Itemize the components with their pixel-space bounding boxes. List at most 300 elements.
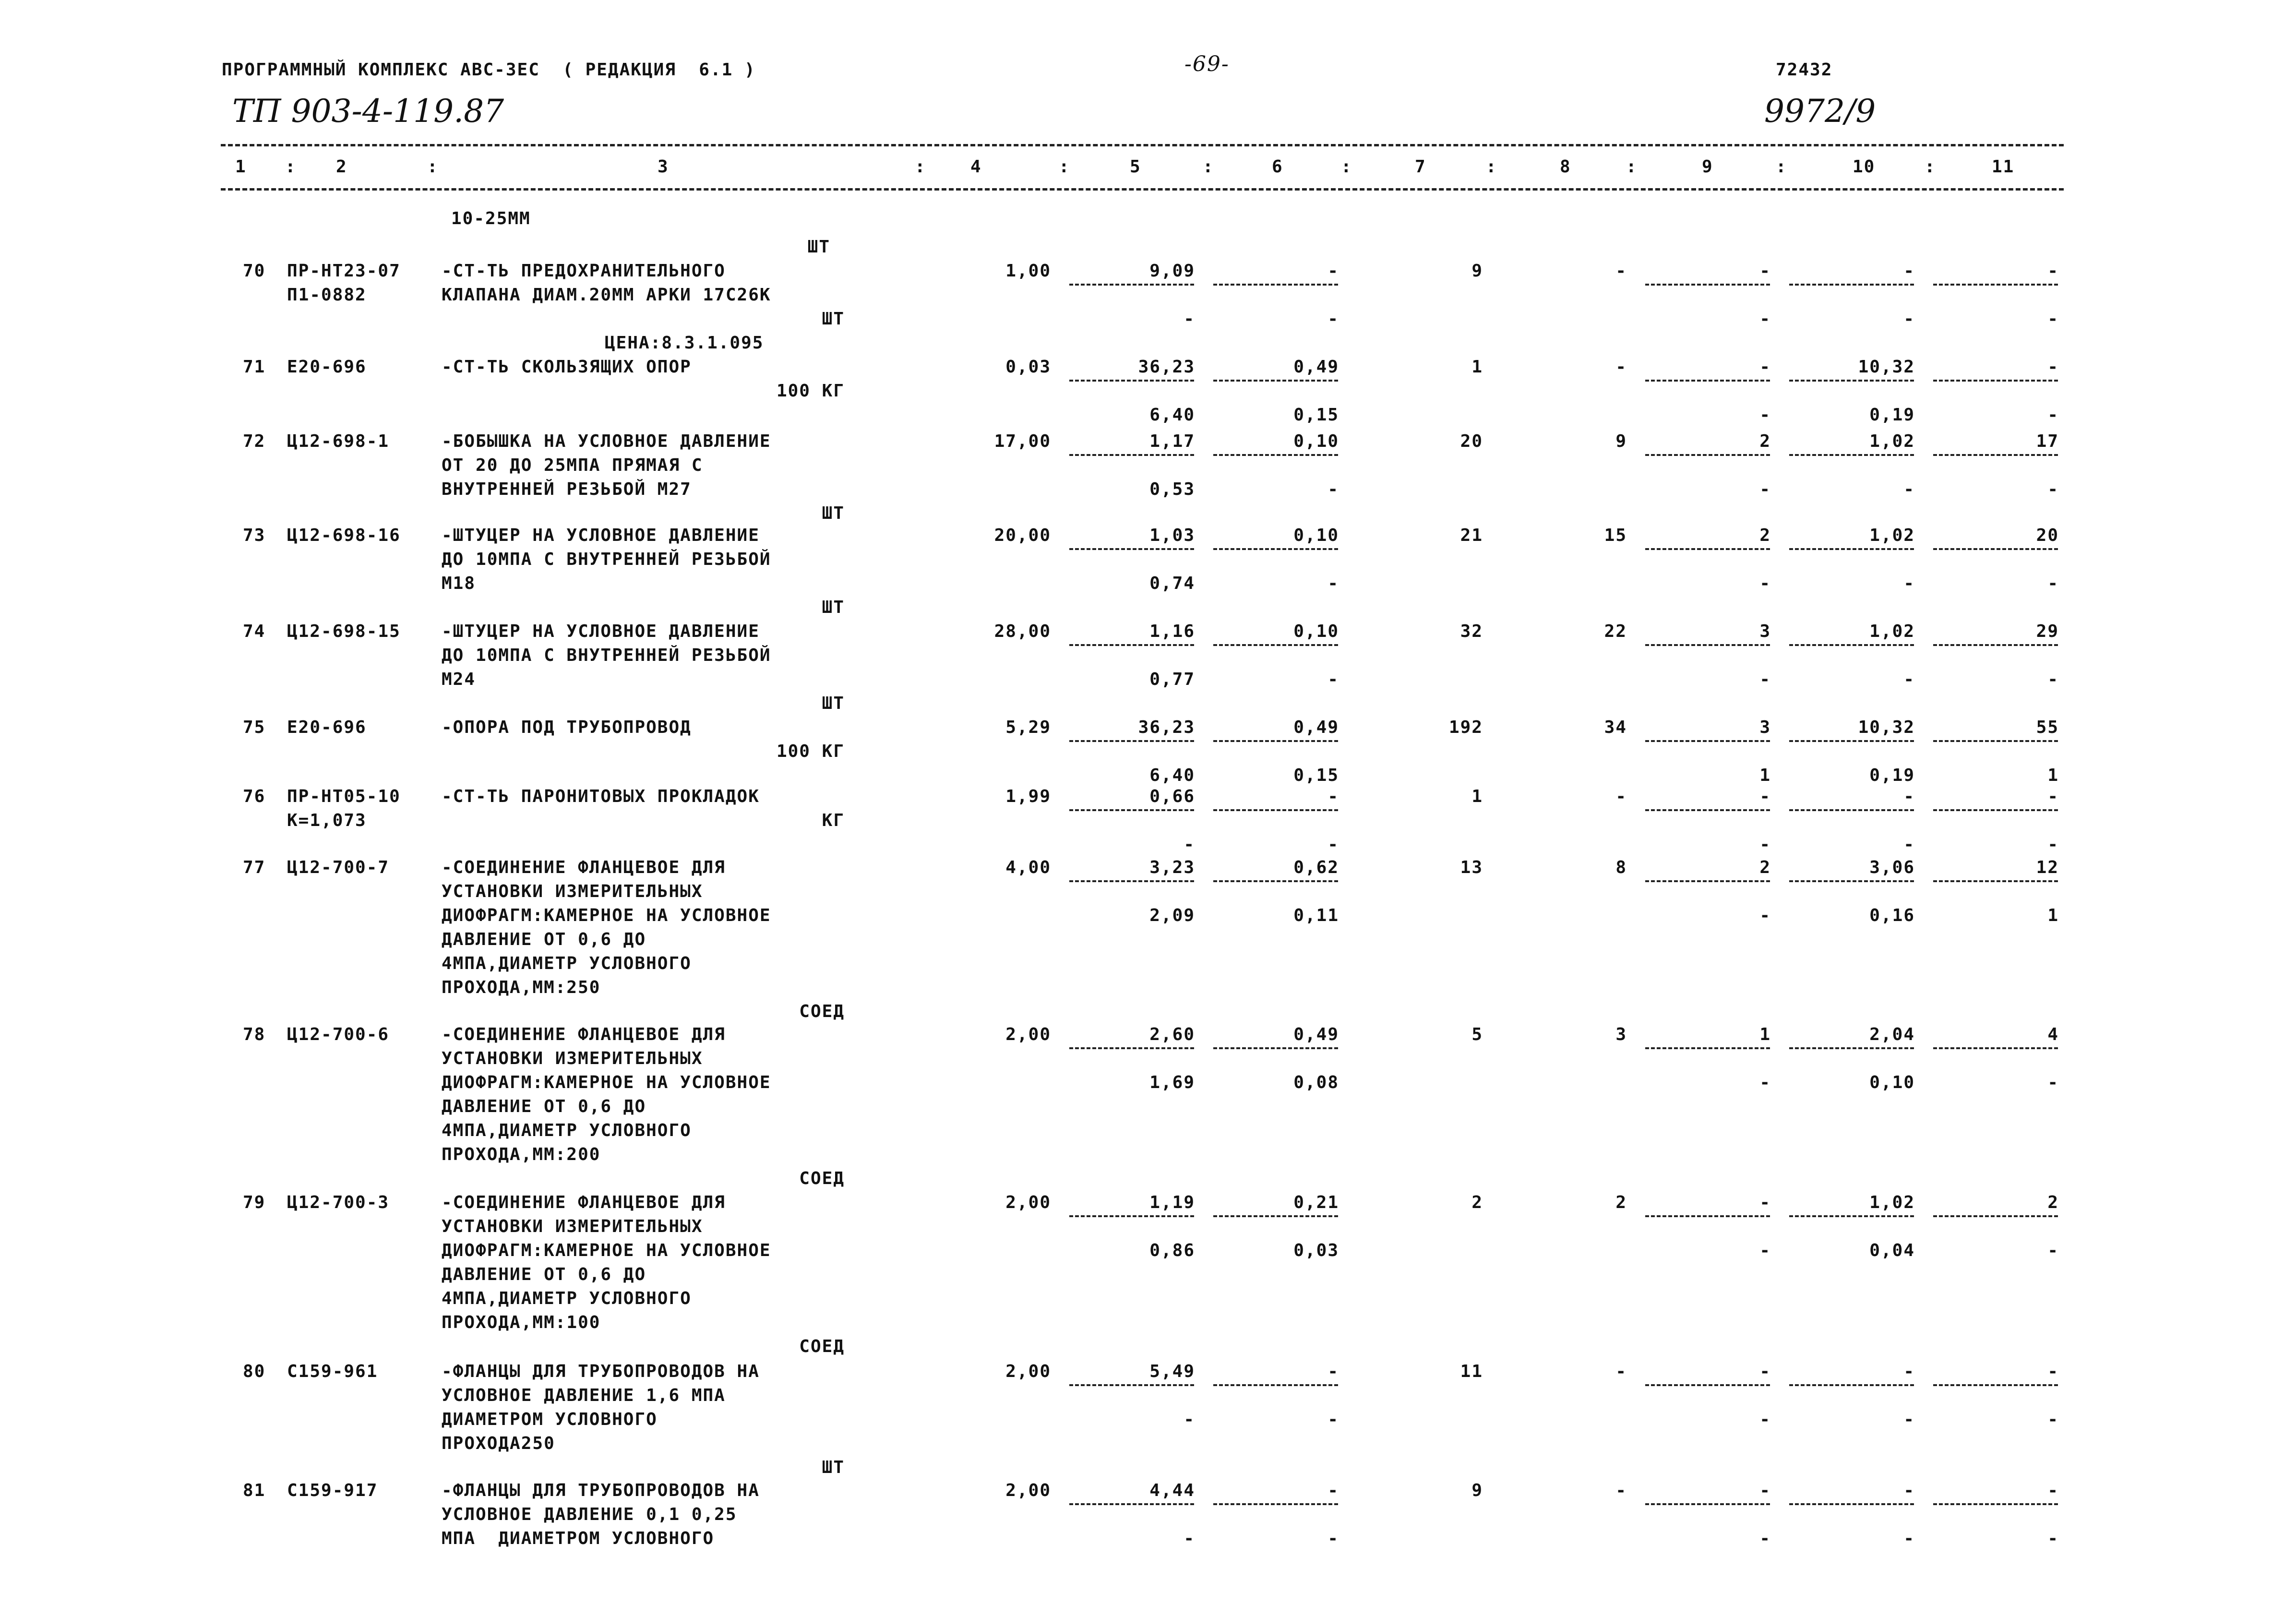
quantity: 4,00: [1005, 858, 1051, 877]
cell-c9-bottom: -: [1759, 574, 1771, 593]
item-description: УСЛОВНОЕ ДАВЛЕНИЕ 0,1 0,25: [442, 1505, 737, 1524]
cell-col-8: -: [1615, 787, 1627, 806]
cell-divider: [1069, 740, 1194, 742]
cell-col-7: 1: [1471, 357, 1483, 377]
cell-c9-bottom: -: [1759, 479, 1771, 499]
cell-divider: [1789, 284, 1914, 286]
column-separator: :: [1776, 157, 1787, 177]
header-rule-top: [221, 144, 2064, 146]
cell-divider: [1213, 1503, 1338, 1505]
cell-col-8: -: [1615, 261, 1627, 281]
cell-c11-bottom: -: [2047, 835, 2059, 854]
cell-c10-bottom: -: [1903, 574, 1915, 593]
cell-c5-bottom: 6,40: [1149, 405, 1195, 425]
cell-divider: [1933, 1384, 2058, 1386]
cell-c9-top: 2: [1759, 858, 1771, 877]
column-separator: :: [1059, 157, 1070, 177]
quantity: 2,00: [1005, 1362, 1051, 1381]
column-separator: :: [427, 157, 439, 177]
cell-c11-top: 29: [2036, 622, 2059, 641]
cell-divider: [1789, 880, 1914, 882]
item-description: 4МПА,ДИАМЕТР УСЛОВНОГО: [442, 1289, 692, 1308]
column-header-10: 10: [1853, 157, 1876, 177]
item-description: -СТ-ТЬ ПРЕДОХРАНИТЕЛЬНОГО: [442, 261, 726, 281]
cell-c9-top: -: [1759, 1362, 1771, 1381]
cell-divider: [1069, 1215, 1194, 1217]
cell-c10-top: 10,32: [1858, 357, 1915, 377]
item-description: 4МПА,ДИАМЕТР УСЛОВНОГО: [442, 954, 692, 973]
column-separator: :: [285, 157, 297, 177]
cell-c11-top: -: [2047, 357, 2059, 377]
cell-c6-top: -: [1327, 787, 1339, 806]
cell-divider: [1069, 809, 1194, 811]
cell-c5-top: 5,49: [1149, 1362, 1195, 1381]
header-rule-bottom: [221, 188, 2064, 191]
cell-c11-bottom: -: [2047, 670, 2059, 689]
item-description: -ШТУЦЕР НА УСЛОВНОЕ ДАВЛЕНИЕ: [442, 622, 760, 641]
continued-line: 10-25ММ: [451, 209, 531, 228]
cell-c5-top: 1,03: [1149, 526, 1195, 545]
cell-c6-bottom: 0,15: [1293, 405, 1339, 425]
cell-c6-top: 0,49: [1293, 357, 1339, 377]
rate-code: С159-917: [287, 1481, 378, 1500]
cell-c10-bottom: 0,10: [1869, 1073, 1915, 1092]
item-description: УСТАНОВКИ ИЗМЕРИТЕЛЬНЫХ: [442, 882, 703, 901]
row-number: 78: [243, 1025, 266, 1044]
cell-c5-top: 36,23: [1138, 718, 1195, 737]
unit-label: ШТ: [822, 694, 845, 713]
item-description: -СТ-ТЬ ПАРОНИТОВЫХ ПРОКЛАДОК: [442, 787, 760, 806]
cell-c6-top: 0,10: [1293, 622, 1339, 641]
cell-c11-top: -: [2047, 261, 2059, 281]
quantity: 0,03: [1005, 357, 1051, 377]
cell-col-7: 192: [1448, 718, 1483, 737]
cell-col-8: 15: [1604, 526, 1627, 545]
cell-divider: [1645, 1384, 1770, 1386]
cell-c9-bottom: -: [1759, 1241, 1771, 1260]
item-description: ДО 10МПА С ВНУТРЕННЕЙ РЕЗЬБОЙ: [442, 550, 771, 569]
cell-c6-bottom: 0,03: [1293, 1241, 1339, 1260]
cell-divider: [1069, 284, 1194, 286]
cell-c9-bottom: -: [1759, 1529, 1771, 1548]
cell-c5-bottom: 0,74: [1149, 574, 1195, 593]
cell-divider: [1213, 1384, 1338, 1386]
cell-c11-bottom: -: [2047, 1529, 2059, 1548]
cell-c11-bottom: -: [2047, 1073, 2059, 1092]
unit-label: ШТ: [822, 598, 845, 617]
cell-col-8: 22: [1604, 622, 1627, 641]
quantity: 20,00: [994, 526, 1051, 545]
quantity: 2,00: [1005, 1481, 1051, 1500]
cell-divider: [1645, 880, 1770, 882]
column-separator: :: [1203, 157, 1214, 177]
cell-c11-bottom: -: [2047, 1410, 2059, 1429]
rate-code: Е20-696: [287, 357, 367, 377]
cell-divider: [1069, 454, 1194, 456]
cell-col-8: 2: [1615, 1193, 1627, 1212]
unit-label: ШТ: [822, 1458, 845, 1477]
row-number: 72: [243, 431, 266, 451]
cell-c6-top: -: [1327, 1362, 1339, 1381]
cell-c9-bottom: -: [1759, 835, 1771, 854]
rate-code: П1-0882: [287, 285, 367, 305]
column-separator: :: [1341, 157, 1352, 177]
cell-divider: [1789, 380, 1914, 382]
cell-c5-top: 9,09: [1149, 261, 1195, 281]
row-number: 77: [243, 858, 266, 877]
cell-divider: [1933, 1215, 2058, 1217]
item-description: ДАВЛЕНИЕ ОТ 0,6 ДО: [442, 1097, 646, 1116]
cell-c5-bottom: 0,86: [1149, 1241, 1195, 1260]
cell-c10-bottom: -: [1903, 479, 1915, 499]
cell-divider: [1933, 284, 2058, 286]
document-number: 72432: [1776, 60, 1833, 80]
cell-divider: [1789, 1384, 1914, 1386]
cell-c9-top: -: [1759, 1481, 1771, 1500]
cell-divider: [1213, 454, 1338, 456]
item-description: ПРОХОДА,ММ:200: [442, 1145, 601, 1164]
cell-c11-top: -: [2047, 787, 2059, 806]
cell-divider: [1069, 1047, 1194, 1049]
cell-divider: [1645, 454, 1770, 456]
item-description: ПРОХОДА250: [442, 1434, 555, 1453]
cell-c6-top: 0,10: [1293, 526, 1339, 545]
cell-divider: [1789, 809, 1914, 811]
cell-divider: [1213, 380, 1338, 382]
item-description: -ОПОРА ПОД ТРУБОПРОВОД: [442, 718, 692, 737]
unit-label: СОЕД: [799, 1002, 845, 1021]
cell-c10-top: -: [1903, 787, 1915, 806]
cell-divider: [1645, 809, 1770, 811]
item-description: М24: [442, 670, 476, 689]
cell-c11-bottom: 1: [2047, 766, 2059, 785]
cell-c6-top: 0,49: [1293, 1025, 1339, 1044]
cell-c5-bottom: 0,77: [1149, 670, 1195, 689]
cell-c5-bottom: 6,40: [1149, 766, 1195, 785]
cell-c10-top: -: [1903, 1362, 1915, 1381]
cell-divider: [1933, 454, 2058, 456]
quantity: 28,00: [994, 622, 1051, 641]
cell-c10-bottom: 0,16: [1869, 906, 1915, 925]
cell-c10-top: 10,32: [1858, 718, 1915, 737]
cell-c6-bottom: -: [1327, 1529, 1339, 1548]
column-header-9: 9: [1702, 157, 1713, 177]
column-header-1: 1: [235, 157, 247, 177]
cell-divider: [1069, 1384, 1194, 1386]
cell-c6-top: 0,21: [1293, 1193, 1339, 1212]
cell-c9-top: 2: [1759, 431, 1771, 451]
cell-c11-top: 12: [2036, 858, 2059, 877]
cell-c10-top: 1,02: [1869, 526, 1915, 545]
cell-c9-top: 3: [1759, 622, 1771, 641]
cell-divider: [1933, 809, 2058, 811]
row-number: 71: [243, 357, 266, 377]
cell-c6-top: -: [1327, 1481, 1339, 1500]
cell-c10-top: -: [1903, 261, 1915, 281]
cell-c11-top: 2: [2047, 1193, 2059, 1212]
column-header-4: 4: [970, 157, 982, 177]
cell-col-8: 9: [1615, 431, 1627, 451]
cell-c9-top: -: [1759, 261, 1771, 281]
cell-c6-bottom: 0,11: [1293, 906, 1339, 925]
sheet-number: 9972/9: [1764, 93, 1876, 130]
unit-label: ШТ: [822, 309, 845, 329]
cell-c5-top: 36,23: [1138, 357, 1195, 377]
cell-col-7: 1: [1471, 787, 1483, 806]
item-description: М18: [442, 574, 476, 593]
cell-c9-top: -: [1759, 787, 1771, 806]
cell-divider: [1213, 1047, 1338, 1049]
cell-c11-bottom: -: [2047, 405, 2059, 425]
cell-divider: [1789, 644, 1914, 646]
cell-c5-top: 3,23: [1149, 858, 1195, 877]
cell-col-8: 8: [1615, 858, 1627, 877]
cell-divider: [1645, 284, 1770, 286]
item-description: ДАВЛЕНИЕ ОТ 0,6 ДО: [442, 930, 646, 949]
cell-divider: [1069, 644, 1194, 646]
cell-divider: [1213, 284, 1338, 286]
quantity: 2,00: [1005, 1193, 1051, 1212]
unit-label: КГ: [822, 811, 845, 830]
cell-c5-top: 4,44: [1149, 1481, 1195, 1500]
cell-divider: [1645, 1503, 1770, 1505]
cell-divider: [1645, 740, 1770, 742]
cell-c9-bottom: -: [1759, 670, 1771, 689]
rate-code: Ц12-698-16: [287, 526, 401, 545]
unit-label: 100 КГ: [776, 381, 845, 401]
item-description: УСТАНОВКИ ИЗМЕРИТЕЛЬНЫХ: [442, 1217, 703, 1236]
row-number: 80: [243, 1362, 266, 1381]
item-description: -ШТУЦЕР НА УСЛОВНОЕ ДАВЛЕНИЕ: [442, 526, 760, 545]
cell-c10-top: 1,02: [1869, 622, 1915, 641]
item-description: -ФЛАНЦЫ ДЛЯ ТРУБОПРОВОДОВ НА: [442, 1481, 760, 1500]
cell-col-7: 9: [1471, 261, 1483, 281]
cell-c5-bottom: 2,09: [1149, 906, 1195, 925]
column-header-11: 11: [1992, 157, 2015, 177]
cell-divider: [1069, 1503, 1194, 1505]
item-description: 4МПА,ДИАМЕТР УСЛОВНОГО: [442, 1121, 692, 1140]
rate-code: Ц12-700-3: [287, 1193, 390, 1212]
cell-c5-bottom: -: [1184, 309, 1195, 329]
cell-divider: [1933, 548, 2058, 550]
row-number: 74: [243, 622, 266, 641]
cell-c9-bottom: 1: [1759, 766, 1771, 785]
quantity: 17,00: [994, 431, 1051, 451]
item-description: ДО 10МПА С ВНУТРЕННЕЙ РЕЗЬБОЙ: [442, 646, 771, 665]
cell-c11-top: 55: [2036, 718, 2059, 737]
cell-c10-bottom: -: [1903, 835, 1915, 854]
cell-col-7: 20: [1460, 431, 1483, 451]
column-separator: :: [1925, 157, 1936, 177]
cell-c10-top: -: [1903, 1481, 1915, 1500]
item-description: ДИОФРАГМ:КАМЕРНОЕ НА УСЛОВНОЕ: [442, 1241, 771, 1260]
row-number: 70: [243, 261, 266, 281]
cell-col-8: -: [1615, 357, 1627, 377]
cell-divider: [1933, 380, 2058, 382]
item-description: ДИАМЕТРОМ УСЛОВНОГО: [442, 1410, 658, 1429]
unit-label: СОЕД: [799, 1337, 845, 1356]
cell-c6-bottom: 0,08: [1293, 1073, 1339, 1092]
cell-c10-top: 3,06: [1869, 858, 1915, 877]
item-description: ОТ 20 ДО 25МПА ПРЯМАЯ С: [442, 455, 703, 475]
cell-c9-top: -: [1759, 357, 1771, 377]
cell-c10-top: 2,04: [1869, 1025, 1915, 1044]
rate-code: С159-961: [287, 1362, 378, 1381]
cell-divider: [1789, 1215, 1914, 1217]
item-description: -СОЕДИНЕНИЕ ФЛАНЦЕВОЕ ДЛЯ: [442, 1193, 726, 1212]
cell-col-7: 11: [1460, 1362, 1483, 1381]
cell-c5-top: 1,16: [1149, 622, 1195, 641]
rate-code: К=1,073: [287, 811, 367, 830]
cell-c11-bottom: -: [2047, 479, 2059, 499]
cell-col-7: 5: [1471, 1025, 1483, 1044]
column-header-8: 8: [1560, 157, 1571, 177]
column-separator: :: [1626, 157, 1638, 177]
cell-divider: [1789, 1503, 1914, 1505]
cell-c6-bottom: 0,15: [1293, 766, 1339, 785]
cell-divider: [1645, 1215, 1770, 1217]
cell-c5-bottom: -: [1184, 1529, 1195, 1548]
rate-code: Ц12-698-15: [287, 622, 401, 641]
row-number: 81: [243, 1481, 266, 1500]
cell-c10-bottom: -: [1903, 309, 1915, 329]
cell-divider: [1213, 740, 1338, 742]
cell-c9-bottom: -: [1759, 906, 1771, 925]
cell-divider: [1213, 1215, 1338, 1217]
cell-c11-bottom: 1: [2047, 906, 2059, 925]
quantity: 5,29: [1005, 718, 1051, 737]
item-description: УСЛОВНОЕ ДАВЛЕНИЕ 1,6 МПА: [442, 1386, 726, 1405]
cell-c5-bottom: -: [1184, 835, 1195, 854]
cell-c6-top: -: [1327, 261, 1339, 281]
cell-c6-top: 0,49: [1293, 718, 1339, 737]
cell-c11-top: -: [2047, 1362, 2059, 1381]
cell-c6-top: 0,62: [1293, 858, 1339, 877]
cell-c11-bottom: -: [2047, 1241, 2059, 1260]
cell-c5-top: 1,19: [1149, 1193, 1195, 1212]
item-description: ПРОХОДА,ММ:100: [442, 1313, 601, 1332]
quantity: 2,00: [1005, 1025, 1051, 1044]
item-description: ДАВЛЕНИЕ ОТ 0,6 ДО: [442, 1265, 646, 1284]
cell-col-7: 21: [1460, 526, 1483, 545]
column-header-5: 5: [1130, 157, 1141, 177]
item-description: -СТ-ТЬ СКОЛЬЗЯЩИХ ОПОР: [442, 357, 692, 377]
cell-col-7: 2: [1471, 1193, 1483, 1212]
cell-divider: [1645, 1047, 1770, 1049]
cell-divider: [1213, 644, 1338, 646]
cell-c10-bottom: 0,19: [1869, 405, 1915, 425]
cell-c9-bottom: -: [1759, 405, 1771, 425]
item-description: ДИОФРАГМ:КАМЕРНОЕ НА УСЛОВНОЕ: [442, 906, 771, 925]
cell-c10-top: 1,02: [1869, 431, 1915, 451]
row-number: 73: [243, 526, 266, 545]
cell-c6-bottom: -: [1327, 1410, 1339, 1429]
item-description: УСТАНОВКИ ИЗМЕРИТЕЛЬНЫХ: [442, 1049, 703, 1068]
row-number: 75: [243, 718, 266, 737]
cell-c9-top: 3: [1759, 718, 1771, 737]
item-description: ПРОХОДА,ММ:250: [442, 978, 601, 997]
cell-col-7: 32: [1460, 622, 1483, 641]
cell-divider: [1213, 809, 1338, 811]
row-number: 79: [243, 1193, 266, 1212]
cell-col-8: 3: [1615, 1025, 1627, 1044]
cell-divider: [1069, 880, 1194, 882]
cell-c9-top: 1: [1759, 1025, 1771, 1044]
cell-col-8: 34: [1604, 718, 1627, 737]
cell-divider: [1069, 548, 1194, 550]
item-description: КЛАПАНА ДИАМ.20ММ АРКИ 17С26К: [442, 285, 771, 305]
cell-c11-top: 20: [2036, 526, 2059, 545]
cell-divider: [1789, 454, 1914, 456]
cell-divider: [1645, 644, 1770, 646]
item-description: ДИОФРАГМ:КАМЕРНОЕ НА УСЛОВНОЕ: [442, 1073, 771, 1092]
cell-c5-top: 2,60: [1149, 1025, 1195, 1044]
cell-c11-top: 17: [2036, 431, 2059, 451]
cell-divider: [1789, 740, 1914, 742]
cell-divider: [1789, 548, 1914, 550]
cell-c5-top: 1,17: [1149, 431, 1195, 451]
cell-col-8: -: [1615, 1362, 1627, 1381]
rate-code: ПР-НТ05-10: [287, 787, 401, 806]
rate-code: Е20-696: [287, 718, 367, 737]
rate-code: Ц12-700-7: [287, 858, 390, 877]
item-description: -СОЕДИНЕНИЕ ФЛАНЦЕВОЕ ДЛЯ: [442, 858, 726, 877]
page-number: -69-: [1184, 52, 1230, 76]
cell-c9-top: -: [1759, 1193, 1771, 1212]
cell-c6-bottom: -: [1327, 574, 1339, 593]
item-description: -БОБЫШКА НА УСЛОВНОЕ ДАВЛЕНИЕ: [442, 431, 771, 451]
cell-c5-top: 0,66: [1149, 787, 1195, 806]
unit-label: СОЕД: [799, 1169, 845, 1188]
item-description: ВНУТРЕННЕЙ РЕЗЬБОЙ М27: [442, 479, 692, 499]
cell-divider: [1933, 740, 2058, 742]
cell-divider: [1933, 880, 2058, 882]
column-header-2: 2: [336, 157, 347, 177]
quantity: 1,99: [1005, 787, 1051, 806]
cell-divider: [1789, 1047, 1914, 1049]
cell-c11-top: -: [2047, 1481, 2059, 1500]
project-code: ТП 903-4-119.87: [232, 93, 504, 130]
cell-c10-bottom: -: [1903, 1410, 1915, 1429]
cell-c6-top: 0,10: [1293, 431, 1339, 451]
cell-c6-bottom: -: [1327, 309, 1339, 329]
cell-c5-bottom: -: [1184, 1410, 1195, 1429]
quantity: 1,00: [1005, 261, 1051, 281]
unit-label: ШТ: [807, 237, 830, 257]
cell-divider: [1069, 380, 1194, 382]
item-description: МПА ДИАМЕТРОМ УСЛОВНОГО: [442, 1529, 715, 1548]
cell-divider: [1933, 1503, 2058, 1505]
rate-code: Ц12-700-6: [287, 1025, 390, 1044]
item-description: -ФЛАНЦЫ ДЛЯ ТРУБОПРОВОДОВ НА: [442, 1362, 760, 1381]
cell-c9-top: 2: [1759, 526, 1771, 545]
cell-c11-top: 4: [2047, 1025, 2059, 1044]
cell-c11-bottom: -: [2047, 309, 2059, 329]
cell-c10-bottom: 0,19: [1869, 766, 1915, 785]
column-separator: :: [915, 157, 926, 177]
column-separator: :: [1486, 157, 1497, 177]
cell-col-8: -: [1615, 1481, 1627, 1500]
row-number: 76: [243, 787, 266, 806]
price-note: ЦЕНА:8.3.1.095: [605, 333, 764, 353]
cell-c9-bottom: -: [1759, 309, 1771, 329]
cell-c6-bottom: -: [1327, 479, 1339, 499]
program-header: ПРОГРАММНЫЙ КОМПЛЕКС АВС-ЗЕС ( РЕДАКЦИЯ 6.1 ): [222, 60, 756, 80]
cell-c5-bottom: 0,53: [1149, 479, 1195, 499]
column-header-3: 3: [658, 157, 669, 177]
cell-c5-bottom: 1,69: [1149, 1073, 1195, 1092]
cell-col-7: 9: [1471, 1481, 1483, 1500]
